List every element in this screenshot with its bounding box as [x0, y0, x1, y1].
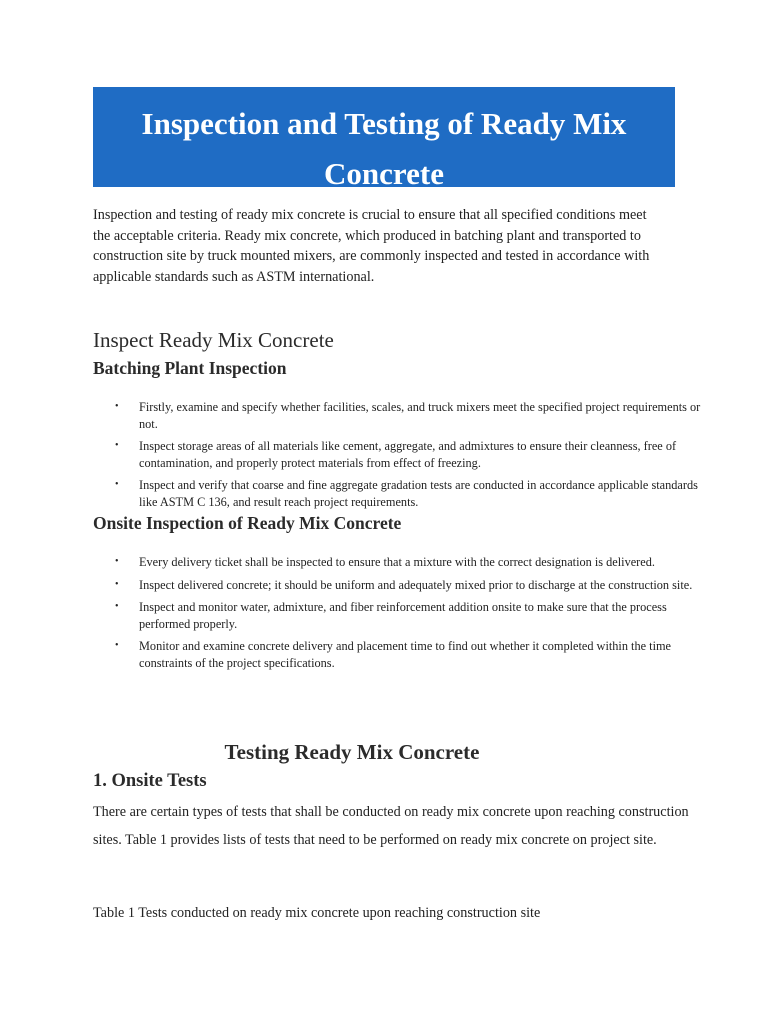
- subheading-onsite-inspection: Onsite Inspection of Ready Mix Concrete: [93, 513, 402, 533]
- list-item: • Inspect storage areas of all materials like cement, aggregate, and admixtures to ensure their cleanness, free of contamination, and properly protect materials from effect of freezing.: [115, 439, 677, 470]
- subheading-onsite-tests: 1. Onsite Tests: [93, 771, 207, 791]
- list-item: • Inspect and verify that coarse and fine aggregate gradation tests are conducted in accordance applicable standards like ASTM C 136, and result reach project requirements.: [115, 478, 698, 509]
- list-item: • Monitor and examine concrete delivery and placement time to find out whether it completed within the time constraints of the project specifications.: [115, 639, 672, 670]
- list-item: • Inspect and monitor water, admixture, and fiber reinforcement addition onsite to make sure that the process performed properly.: [115, 600, 667, 631]
- list-item: • Firstly, examine and specify whether facilities, scales, and truck mixers meet the specified project requirements or not.: [115, 400, 701, 431]
- list-item: • Every delivery ticket shall be inspected to ensure that a mixture with the correct designation is delivered.: [115, 555, 655, 569]
- bullet-icon: •: [115, 440, 119, 451]
- bullet-icon: •: [115, 401, 119, 412]
- section-heading-testing: Testing Ready Mix Concrete: [224, 740, 480, 764]
- bullet-icon: •: [115, 479, 119, 490]
- subheading-batching-plant: Batching Plant Inspection: [93, 358, 287, 378]
- intro-paragraph: Inspection and testing of ready mix concrete is crucial to ensure that all specified conditions meet the acceptable criteria. Ready mix concrete, which produced in batching plant and transported to construction site by truck mounted mixers, are commonly inspected and tested in accordance with applicable standards such as ASTM international.: [93, 207, 650, 285]
- bullet-icon: •: [115, 578, 119, 590]
- batching-list: [113, 399, 709, 516]
- bullet-icon: •: [115, 601, 119, 612]
- bullet-icon: •: [115, 640, 119, 651]
- section-heading-inspect: Inspect Ready Mix Concrete: [93, 328, 334, 352]
- table-caption: Table 1 Tests conducted on ready mix concrete upon reaching construction site: [93, 905, 541, 921]
- list-item: • Inspect delivered concrete; it should be uniform and adequately mixed prior to discharge at the construction site.: [115, 577, 693, 592]
- page-title: Inspection and Testing of Ready Mix Concrete: [141, 106, 627, 191]
- onsite-inspection-list: [113, 554, 709, 677]
- title-banner: [93, 87, 675, 191]
- onsite-tests-paragraph: There are certain types of tests that shall be conducted on ready mix concrete upon reaching construction sites. Table 1 provides lists of tests that need to be performed on ready mix concrete on project site.: [93, 804, 689, 848]
- bullet-icon: •: [115, 556, 119, 567]
